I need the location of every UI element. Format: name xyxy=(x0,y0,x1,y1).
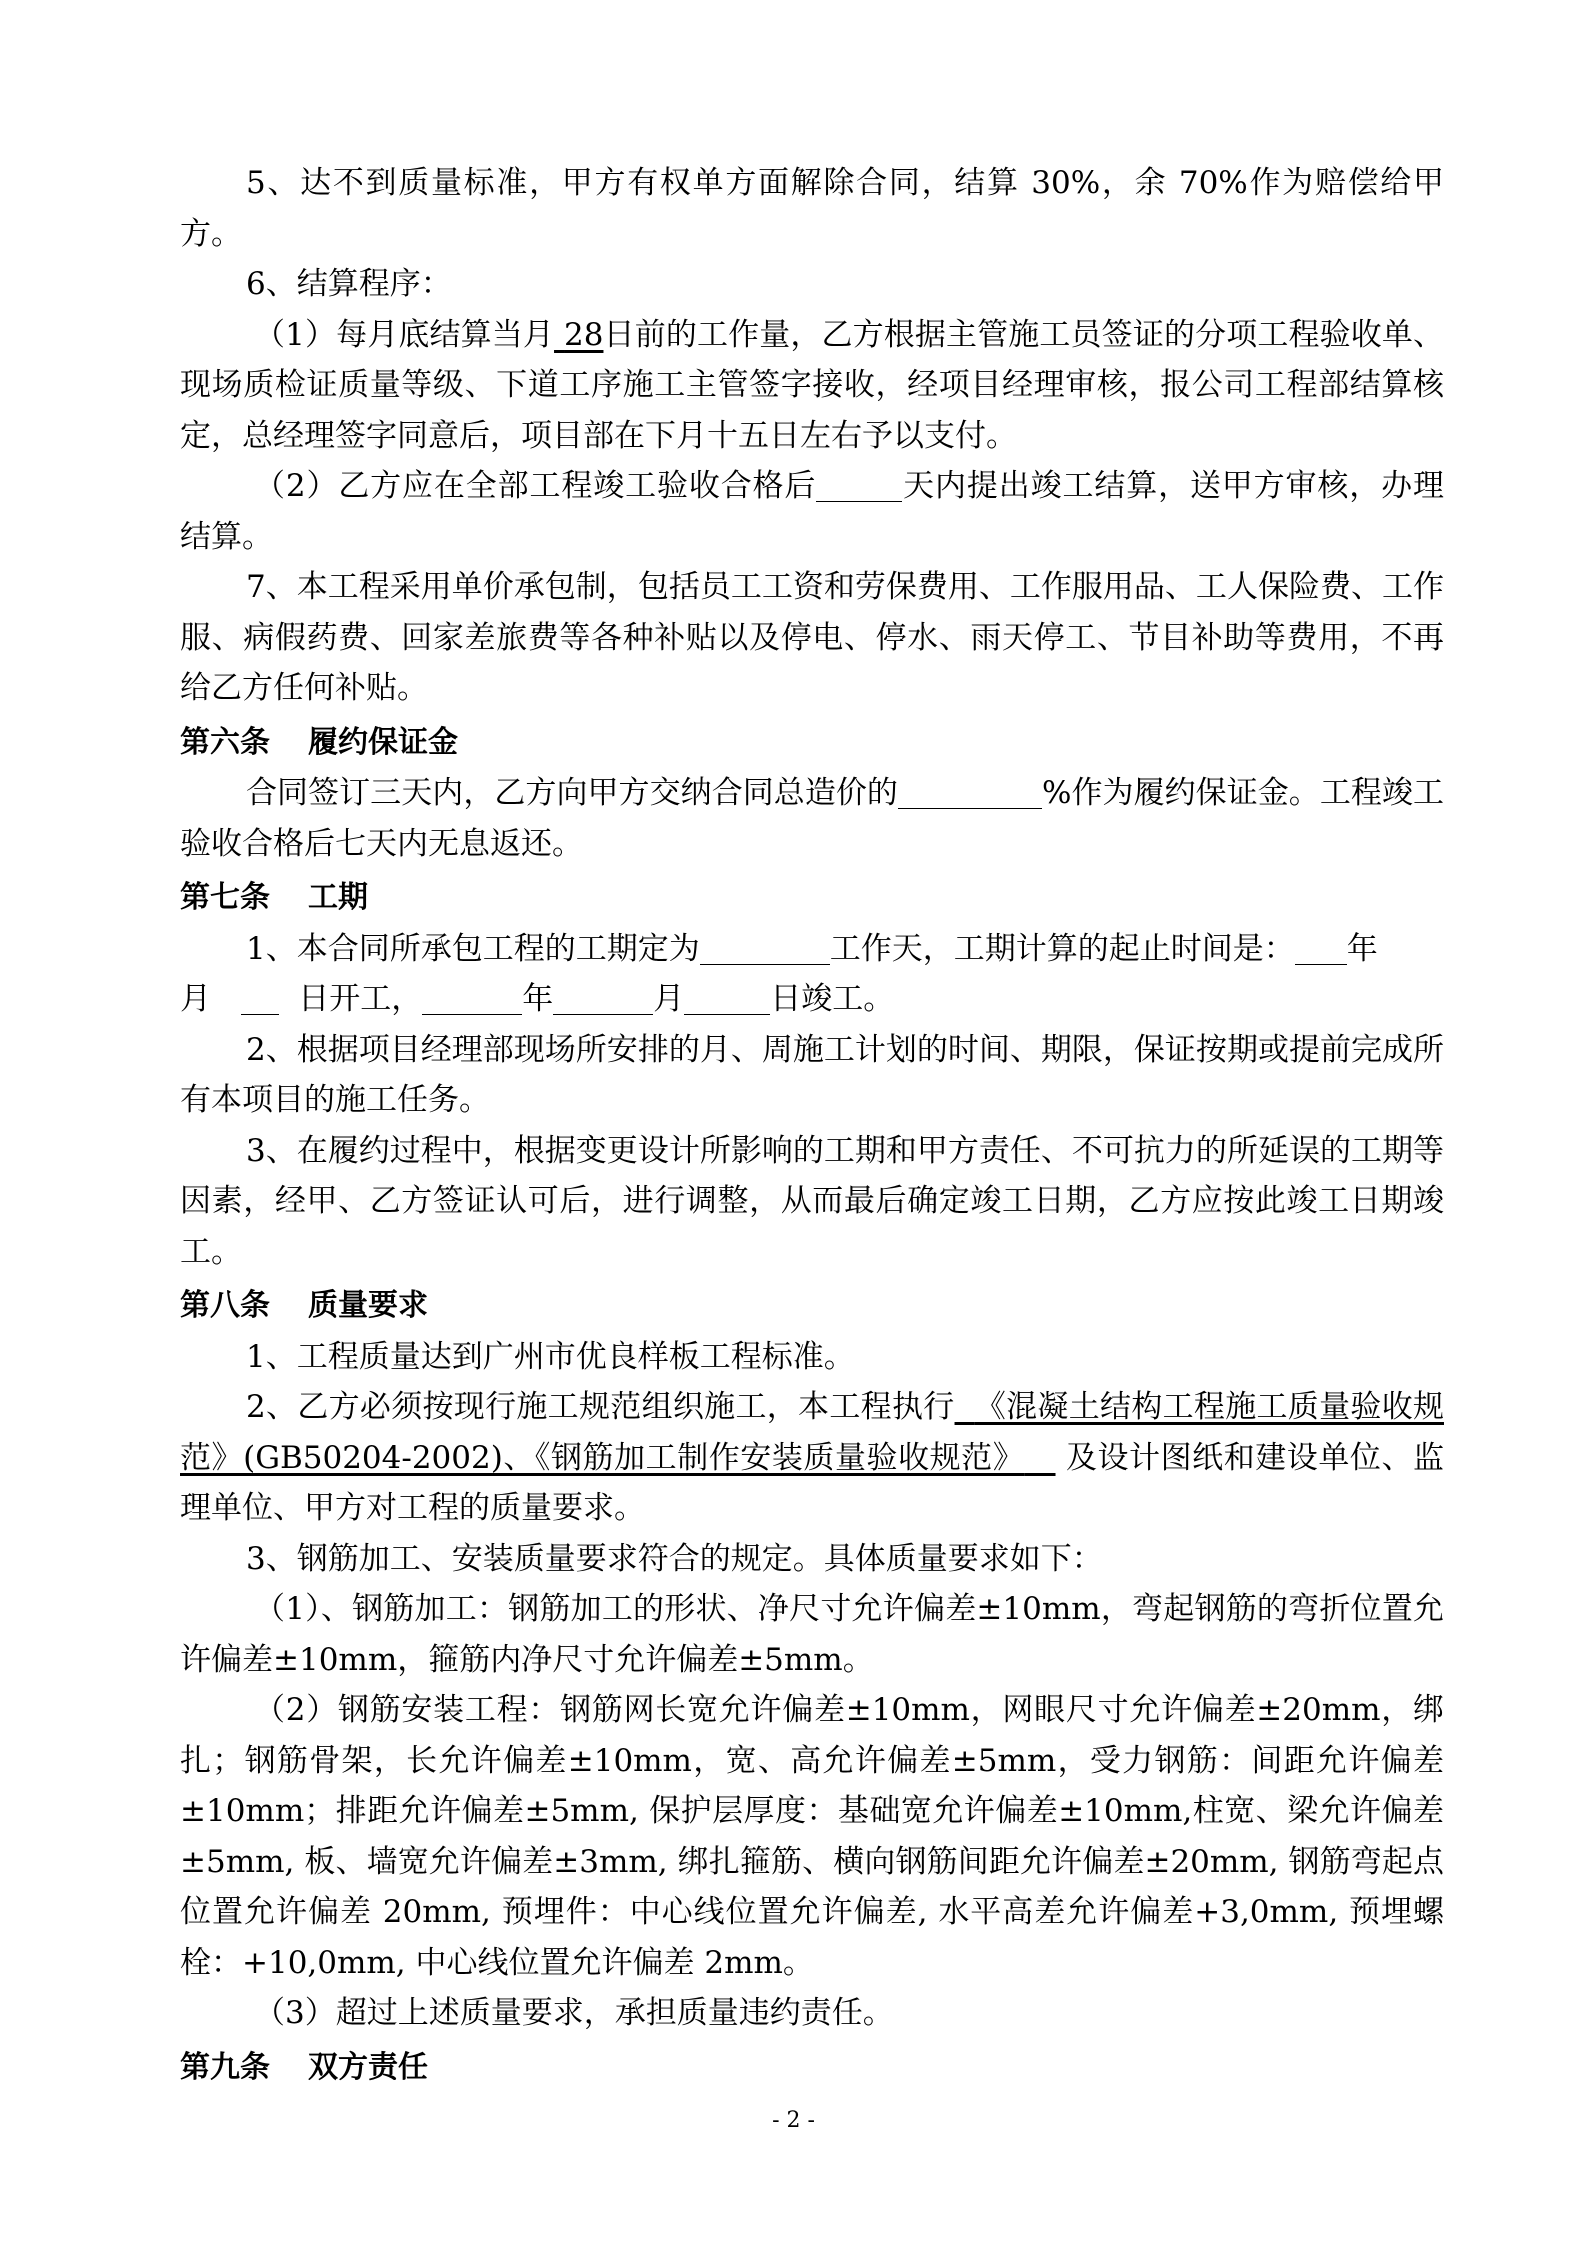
document-body xyxy=(180,158,1444,2093)
clause-6 xyxy=(180,768,1444,869)
clause-8-1 xyxy=(180,1332,1444,1383)
paragraph-text: 3、钢筋加工、安装质量要求符合的规定。具体质量要求如下： xyxy=(246,1540,1103,1577)
paragraph-text: %作为履约保证金。工程竣工验收合格后七天内无息返还。 xyxy=(180,775,1444,862)
blank-end-year xyxy=(422,984,522,1015)
clause-8-2: 2、乙方必须按现行施工规范组织施工，本工程执行 《混凝土结构工程施工质量验收规范》(GB50204-2002)、《钢筋加工制作安装质量验收规范》 及设计图纸和建设单位、监理单位、甲方对工程的质量要求。 xyxy=(180,1389,1445,1526)
paragraph-text: （1）每月底结算当月 xyxy=(254,316,555,353)
paragraph-text: 5、达不到质量标准，甲方有权单方面解除合同，结算 30%，余 70%作为赔偿给甲方。 xyxy=(180,165,1444,252)
article-6-heading: 第六条 履约保证金 xyxy=(180,724,458,760)
page-number: - 2 - xyxy=(772,2108,815,2133)
paragraph-text: 天内提出竣工结算，送甲方审核，办理结算。 xyxy=(180,468,1444,555)
clause-8-3-2 xyxy=(180,1685,1444,1988)
article-8-heading: 第八条 质量要求 xyxy=(180,1288,428,1323)
filled-day: 28 xyxy=(564,316,604,353)
paragraph-text: （2）乙方应在全部工程竣工验收合格后 xyxy=(254,468,817,504)
paragraph-text: 3、在履约过程中，根据变更设计所影响的工期和甲方责任、不可抗力的所延误的工期等因素，经甲、乙方签证认可后，进行调整，从而最后确定竣工日期，乙方应按此竣工日期竣工。 xyxy=(180,1132,1444,1270)
clause-8-3-1 xyxy=(180,1584,1444,1685)
blank-percent xyxy=(898,778,1042,809)
clause-5-7 xyxy=(180,562,1444,714)
article-7-heading: 第七条 工期 xyxy=(180,880,368,915)
clause-5-6 xyxy=(180,259,1444,310)
clause-7-3 xyxy=(180,1126,1444,1278)
clause-8-3-3 xyxy=(180,1988,1444,2039)
clause-7-2 xyxy=(180,1025,1444,1126)
blank-end-day xyxy=(684,984,770,1015)
paragraph-text: （1）、钢筋加工：钢筋加工的形状、净尺寸允许偏差±10mm，弯起钢筋的弯折位置允许偏差±10mm，箍筋内净尺寸允许偏差±5mm。 xyxy=(180,1591,1444,1678)
paragraph-text: 日前的工作量，乙方根据主管施工员签证的分项工程验收单、现场质检证质量等级、下道工序施工主管签字接收，经项目经理审核，报公司工程部结算核定，总经理签字同意后，项目部在下月十五日左右予以支付。 xyxy=(180,316,1444,454)
blank-end-month xyxy=(553,984,653,1015)
referenced-standards: 《混凝土结构工程施工质量验收规范》(GB50204-2002)、《钢筋加工制作安装质量验收规范》 xyxy=(180,1389,1444,1476)
clause-8-3 xyxy=(180,1534,1444,1585)
paragraph-text: 1、工程质量达到广州市优良样板工程标准。 xyxy=(246,1338,855,1375)
blank-start-month xyxy=(241,984,279,1015)
paragraph-text: （3）超过上述质量要求，承担质量违约责任。 xyxy=(254,1995,894,2031)
blank-days xyxy=(816,471,902,502)
clause-5-5 xyxy=(180,158,1444,259)
blank-start-year xyxy=(1295,934,1347,965)
paragraph-text: 6、结算程序： xyxy=(246,266,452,302)
blank-workdays xyxy=(700,934,830,965)
article-9-heading: 第九条 双方责任 xyxy=(180,2049,428,2085)
clause-5-6-2 xyxy=(180,461,1444,562)
paragraph-text: 2、根据项目经理部现场所安排的月、周施工计划的时间、期限，保证按期或提前完成所有本项目的施工任务。 xyxy=(180,1031,1444,1118)
clause-7-1: 1、本合同所承包工程的工期定为 工作天，工期计算的起止时间是： 年 月 日开工， 年 月 日竣工。 xyxy=(180,930,1378,1017)
clause-5-6-1 xyxy=(180,310,1444,462)
paragraph-text: 合同签订三天内，乙方向甲方交纳合同总造价的 xyxy=(246,775,898,811)
paragraph-text: （2）钢筋安装工程：钢筋网长宽允许偏差±10mm，网眼尺寸允许偏差±20mm，绑扎；钢筋骨架，长允许偏差±10mm，宽、高允许偏差±5mm，受力钢筋：间距允许偏差±10mm；排距允许偏差±5mm, 保护层厚度：基础宽允许偏差±10mm,柱宽、梁允许偏差±5mm, 板、墙宽允许偏差±3mm, 绑扎箍筋、横向钢筋间距允许偏差±20mm, 钢筋弯起点位置允许偏差 20mm, 预埋件：中心线位置允许偏差, 水平高差允许偏差+3,0mm, 预埋螺栓：+10,0mm, 中心线位置允许偏差 2mm。 xyxy=(180,1692,1444,1981)
paragraph-text: 7、本工程采用单价承包制，包括员工工资和劳保费用、工作服用品、工人保险费、工作服、病假药费、回家差旅费等各种补贴以及停电、停水、雨天停工、节目补助等费用，不再给乙方任何补贴。 xyxy=(180,569,1444,706)
